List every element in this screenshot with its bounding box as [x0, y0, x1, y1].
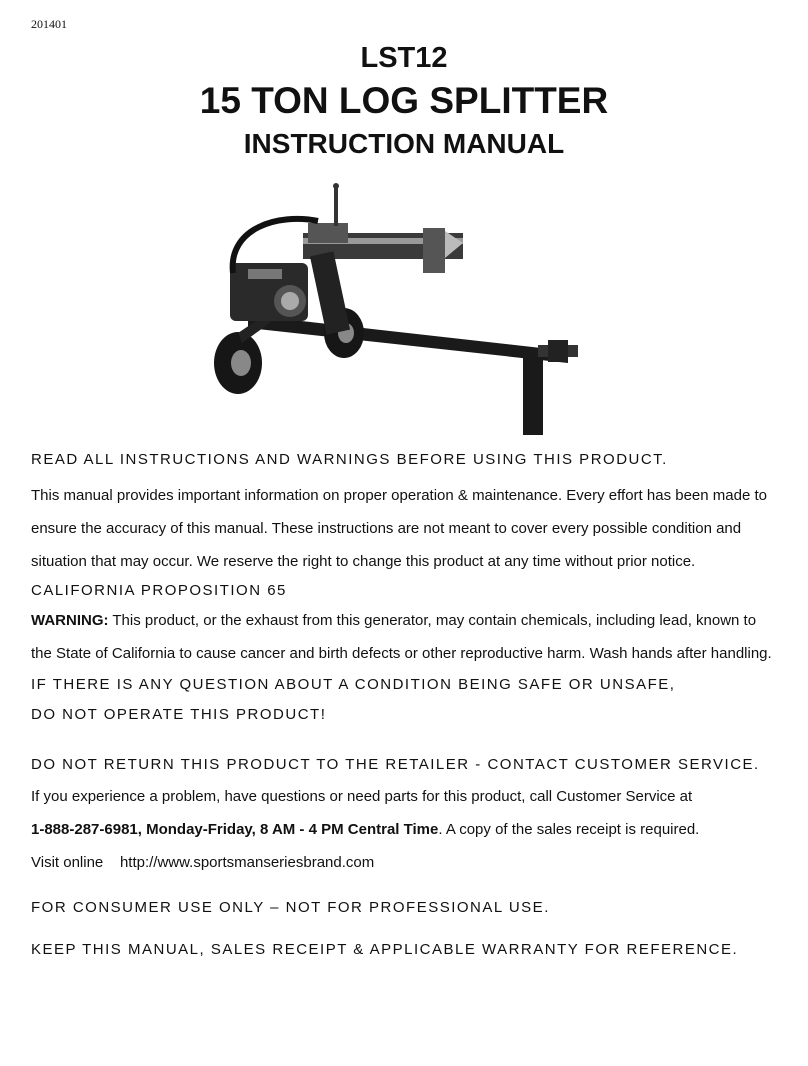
visit-label: Visit online — [31, 854, 104, 871]
prop65-heading: CALIFORNIA PROPOSITION 65 — [31, 582, 287, 599]
warning-label: WARNING: — [31, 612, 109, 629]
service-hours: 1-888-287-6981, Monday-Friday, 8 AM - 4 PM Central Time — [31, 821, 439, 838]
service-text: If you experience a problem, have questions or need parts for this product, call Customer Service at — [31, 788, 693, 805]
return-heading: DO NOT RETURN THIS PRODUCT TO THE RETAILER - CONTACT CUSTOMER SERVICE. — [31, 756, 760, 773]
warning-text: This product, or the exhaust from this generator, may contain chemicals, including lead, known to the State of California to cause cancer and birth defects or other reproductive harm. Wash hands after handling. — [31, 612, 772, 662]
intro-paragraph: This manual provides important information on proper operation & maintenance. Every effort has been made to ensure the accuracy of this manual. These instructions are not meant to cover every possible condition and situation that may occur. We reserve the right to change this product at any time without prior notice. — [31, 487, 767, 570]
log-splitter-image — [208, 183, 583, 441]
website-link[interactable]: http://www.sportsmanseriesbrand.com — [119, 854, 375, 871]
safety-line-2: DO NOT OPERATE THIS PRODUCT! — [31, 706, 327, 723]
read-all-heading: READ ALL INSTRUCTIONS AND WARNINGS BEFORE USING THIS PRODUCT. — [31, 451, 668, 468]
consumer-use-notice: FOR CONSUMER USE ONLY – NOT FOR PROFESSIONAL USE. — [31, 899, 550, 916]
receipt-text: . A copy of the sales receipt is required. — [438, 821, 700, 838]
model-number: LST12 — [360, 42, 448, 74]
manual-subtitle: INSTRUCTION MANUAL — [243, 128, 565, 159]
document-code: 201401 — [31, 17, 67, 31]
safety-line-1: IF THERE IS ANY QUESTION ABOUT A CONDITION BEING SAFE OR UNSAFE, — [31, 676, 676, 693]
product-title: 15 TON LOG SPLITTER — [199, 80, 609, 121]
warning-paragraph — [31, 604, 781, 670]
service-paragraph — [31, 780, 781, 879]
keep-manual-notice: KEEP THIS MANUAL, SALES RECEIPT & APPLICABLE WARRANTY FOR REFERENCE. — [31, 941, 739, 958]
